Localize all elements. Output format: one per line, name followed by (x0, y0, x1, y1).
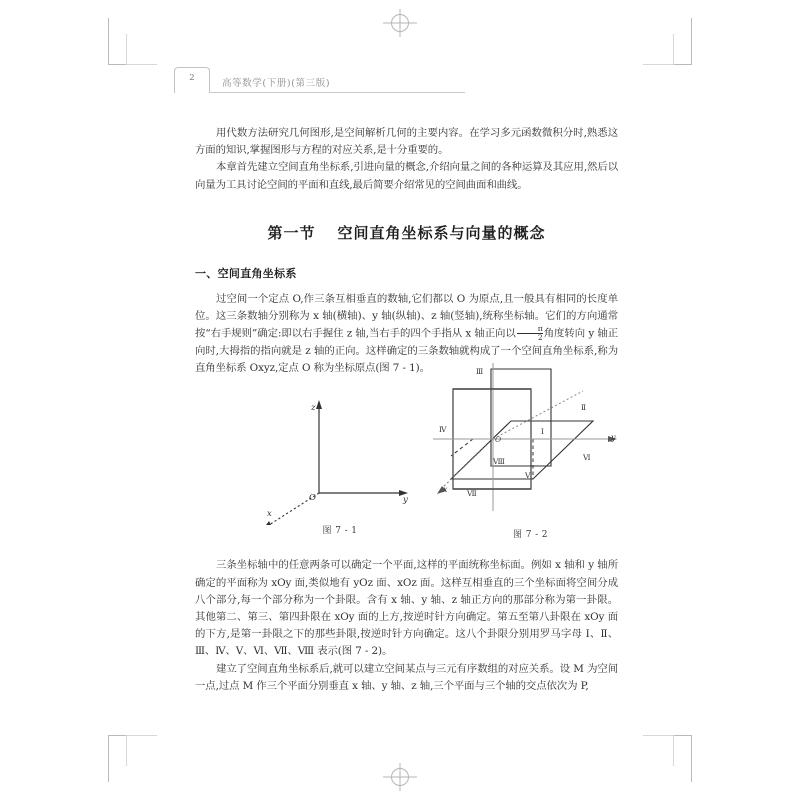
figure-7-2-octant-2: Ⅱ (581, 403, 587, 413)
figure-7-2-octant-4: Ⅳ (439, 425, 447, 435)
figure-7-2-caption: 图 7 - 2 (513, 530, 548, 541)
figure-7-2-octant-7: Ⅶ (467, 489, 477, 499)
section-number: 第一节 (267, 223, 316, 242)
fraction-pi-over-two (517, 325, 543, 341)
section-name: 空间直角坐标系与向量的概念 (337, 223, 546, 242)
figure-7-1-label-origin: O (309, 493, 316, 504)
page-title (195, 222, 618, 243)
running-head-title: 高等数学(下册)(第三版) (222, 78, 331, 89)
registration-mark-bottom-icon (383, 760, 417, 794)
figure-7-1-label-y: y (403, 495, 408, 506)
text-column (195, 125, 618, 695)
figure-7-1-drawing (255, 385, 425, 525)
paragraph-coordinate-planes: 三条坐标轴中的任意两条可以确定一个平面,这样的平面统称坐标面。例如 x 轴和 y 轴所确定的平面称为 xOy 面,类似地有 yOz 面、xOz 面。这样互相垂直的三个坐标面将空间分成八个部分,每一个部分称为一个卦限。含有 x 轴、y 轴、z 轴正方向的那部分称为第一卦限。其他第二、第三、第四卦限在 xOy 面的上方,按逆时针方向确定。第五至第八卦限在 xOy 面的下方,是第一卦限之下的那些卦限,按逆时针方向确定。这八个卦限分别用罗马字母 Ⅰ、Ⅱ、Ⅲ、Ⅳ、Ⅴ、Ⅵ、Ⅶ、Ⅷ 表示(图 7 - 2)。 (195, 559, 618, 658)
printed-sheet (150, 55, 650, 745)
running-head-rule (210, 92, 465, 93)
fraction-numerator: π (537, 324, 543, 334)
figure-7-2-label-origin: O (495, 435, 502, 445)
figure-7-1 (255, 385, 425, 557)
figure-7-2-label-x: x (443, 485, 448, 495)
figure-7-2-drawing (433, 361, 628, 531)
figure-7-2 (433, 361, 628, 557)
figure-7-2-octant-3: Ⅲ (476, 367, 484, 377)
figure-7-1-label-z: z (311, 403, 316, 414)
figure-row (195, 367, 618, 557)
paragraph-intro-2: 本章首先建立空间直角坐标系,引进向量的概念,介绍向量之间的各种运算及其应用,然后以向量为工具讨论空间的平面和直线,最后简要介绍常见的空间曲面和曲线。 (195, 161, 618, 191)
subsection-title: 一、空间直角坐标系 (195, 266, 297, 280)
figure-7-2-label-y: y (611, 433, 616, 443)
figure-7-2-octant-6: Ⅵ (583, 453, 591, 463)
page-number: 2 (189, 73, 195, 83)
registration-mark-top-icon (383, 6, 417, 40)
running-head (164, 67, 494, 93)
fraction-denominator: 2 (517, 333, 543, 342)
paragraph-axes-part-b: 角度转向 y 轴正向时,大拇指的指向就是 z 轴的正向。这样确定的三条数轴就构成了一个空间直角坐标系,称为直角坐标系 Oxyz,定点 O 称为坐标原点(图 7 - 1)。 (195, 327, 618, 375)
figure-7-2-octant-5: Ⅴ (525, 471, 531, 481)
figure-7-1-caption: 图 7 - 1 (322, 526, 358, 537)
paragraph-intro-1: 用代数方法研究几何图形,是空间解析几何的主要内容。在学习多元函数微积分时,熟悉这方面的知识,掌握图形与方程的对应关系,是十分重要的。 (195, 127, 618, 157)
figure-7-1-label-x: x (267, 509, 272, 520)
figure-7-2-octant-1: Ⅰ (541, 427, 544, 437)
paragraph-point-correspondence: 建立了空间直角坐标系后,就可以建立空间某点与三元有序数组的对应关系。设 M 为空间一点,过点 M 作三个平面分别垂直 x 轴、y 轴、z 轴,三个平面与三个轴的交点依次为 P, (195, 662, 618, 692)
figure-7-2-octant-8: Ⅷ (493, 457, 505, 467)
paragraph-axes-part-a: 过空间一个定点 O,作三条互相垂直的数轴,它们都以 O 为原点,且一般具有相同的长度单位。这三条数轴分别称为 x 轴(横轴)、y 轴(纵轴)、z 轴(竖轴),统称坐标轴。它们的方向通常按“右手规则”确定:即以右手握住 z 轴,当右手的四个手指从 x 轴正向以 (195, 292, 618, 340)
